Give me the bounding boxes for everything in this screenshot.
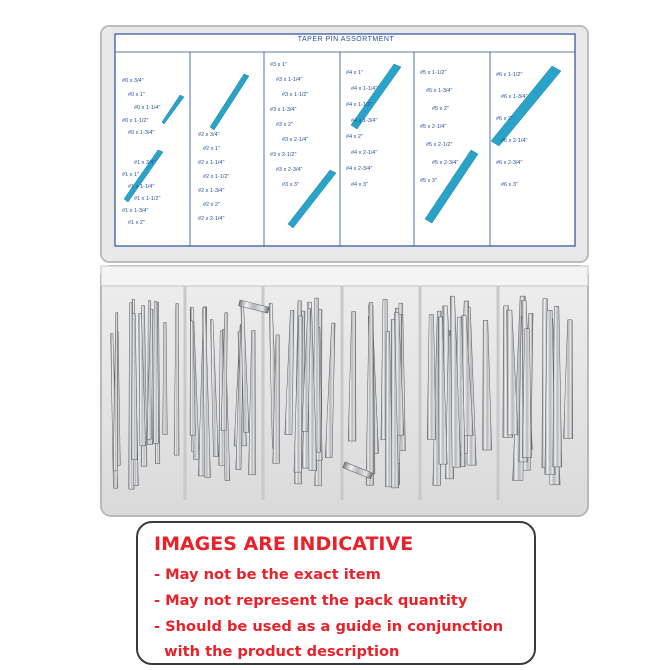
lid-size-label: #3 x 3" xyxy=(282,182,299,188)
lid-size-label: #6 x 2" xyxy=(496,116,513,122)
lid-size-label: #2 x 1" xyxy=(203,146,220,152)
notice-line-4: with the product description xyxy=(154,643,400,660)
lid-size-label: #4 x 2-3/4" xyxy=(346,166,373,172)
notice-line-3: - Should be used as a guide in conjunction xyxy=(154,618,504,635)
lid-size-label: #4 x 1" xyxy=(346,70,363,76)
lid-size-label: #4 x 1-1/2" xyxy=(346,102,373,108)
lid-size-label: #3 x 2-3/4" xyxy=(276,167,303,173)
lid-size-label: #1 x 1" xyxy=(122,172,139,178)
lid-size-label: #3 x 1-1/2" xyxy=(282,92,309,98)
lid-size-label: #3 x 1-3/4" xyxy=(270,107,297,113)
lid-size-label: #6 x 2-3/4" xyxy=(496,160,523,166)
lid-size-label: #3 x 1" xyxy=(270,62,287,68)
disclaimer-notice xyxy=(136,521,536,665)
lid-size-label: #2 x 1-1/4" xyxy=(198,160,225,166)
notice-line-2: - May not represent the pack quantity xyxy=(154,592,468,609)
lid-size-label: #3 x 2-1/2" xyxy=(270,152,297,158)
lid-size-label: #1 x 3/4" xyxy=(134,160,156,166)
lid-size-label: #4 x 2-1/4" xyxy=(351,150,378,156)
lid-size-label: #5 x 3" xyxy=(420,178,437,184)
lid-size-label: #3 x 1-1/4" xyxy=(276,77,303,83)
lid-size-label: #0 x 1" xyxy=(128,92,145,98)
lid-size-label: #6 x 1-3/4" xyxy=(501,94,528,100)
lid-size-label: #1 x 1-3/4" xyxy=(122,208,149,214)
lid-size-label: #5 x 2-1/2" xyxy=(426,142,453,148)
lid-size-label: #4 x 1-1/4" xyxy=(351,86,378,92)
lid-size-label: #2 x 2" xyxy=(203,202,220,208)
lid-size-label: #0 x 1-3/4" xyxy=(128,130,155,136)
lid-title: TAPER PIN ASSORTMENT xyxy=(297,36,395,43)
lid-size-label: #3 x 2" xyxy=(276,122,293,128)
lid-size-label: #5 x 2" xyxy=(432,106,449,112)
lid-size-label: #3 x 2-1/4" xyxy=(282,137,309,143)
lid-size-label: #5 x 2-1/4" xyxy=(420,124,447,130)
lid-size-label: #1 x 1-1/2" xyxy=(134,196,161,202)
lid-size-label: #2 x 3/4" xyxy=(198,132,220,138)
notice-heading: IMAGES ARE INDICATIVE xyxy=(154,533,414,555)
lid-size-label: #1 x 2" xyxy=(128,220,145,226)
lid-size-label: #4 x 2" xyxy=(346,134,363,140)
lid-size-label: #5 x 1-1/2" xyxy=(420,70,447,76)
lid-size-label: #6 x 3" xyxy=(501,182,518,188)
lid-size-label: #0 x 1-1/4" xyxy=(134,105,161,111)
lid-size-label: #2 x 1-3/4" xyxy=(198,188,225,194)
lid-size-label: #5 x 2-3/4" xyxy=(432,160,459,166)
lid-size-label: #6 x 2-1/4" xyxy=(501,138,528,144)
lid-size-label: #2 x 2-1/4" xyxy=(198,216,225,222)
lid-size-label: #4 x 3" xyxy=(351,182,368,188)
lid-size-label: #6 x 1-1/2" xyxy=(496,72,523,78)
lid-size-label: #1 x 1-1/4" xyxy=(128,184,155,190)
lid-size-label: #5 x 1-3/4" xyxy=(426,88,453,94)
lid-size-label: #0 x 1-1/2" xyxy=(122,118,149,124)
notice-line-1: - May not be the exact item xyxy=(154,566,381,583)
lid-size-label: #0 x 3/4" xyxy=(122,78,144,84)
lid-size-label: #4 x 1-3/4" xyxy=(351,118,378,124)
lid-size-label: #2 x 1-1/2" xyxy=(203,174,230,180)
